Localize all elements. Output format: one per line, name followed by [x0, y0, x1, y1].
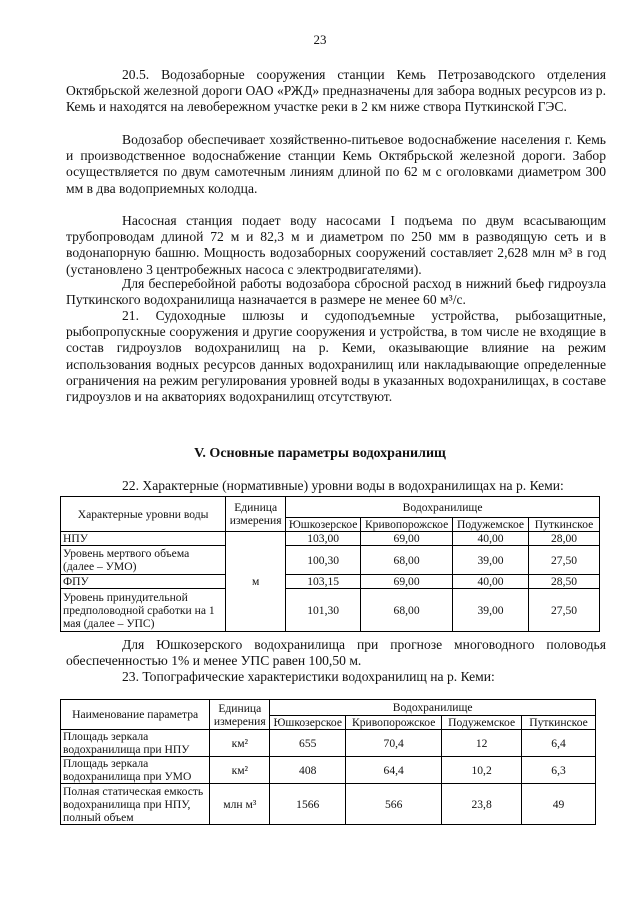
value-cell: 40,00	[453, 532, 529, 546]
paragraph-pump-station: Насосная станция подает воду насосами I подъема по двум всасывающим трубопроводам длиной 72 м и 82,3 м и диаметром по 250 мм в разводящую сеть и в водонапорную башню. Мощность водозаборных сооружений составляет 2,628 млн м³ в год (установлено 3 центробежных насоса с электродвигателями).	[66, 213, 606, 277]
unit-cell: км²	[210, 757, 270, 784]
water-levels-table	[60, 496, 600, 632]
t1-unit-cell: м	[226, 532, 286, 632]
value-cell: 27,50	[529, 589, 600, 632]
page-number: 23	[313, 32, 327, 47]
paragraph-23: 23. Топографические характеристики водохранилищ на р. Кеми:	[122, 669, 495, 684]
t2-header-reservoir: Кривопорожское	[346, 716, 442, 730]
topographic-table	[60, 699, 596, 825]
value-cell: 28,50	[529, 575, 600, 589]
t2-header-unit: Единица измерения	[210, 700, 270, 730]
value-cell: 101,30	[286, 589, 361, 632]
row-label: Полная статическая емкость водохранилища при НПУ, полный объем	[61, 784, 210, 825]
value-cell: 6,4	[522, 730, 596, 757]
value-cell: 103,15	[286, 575, 361, 589]
t2-header-group: Водохранилище	[270, 700, 596, 716]
row-label: Уровень мертвого объема (далее – УМО)	[61, 546, 226, 575]
value-cell: 566	[346, 784, 442, 825]
value-cell: 10,2	[442, 757, 522, 784]
value-cell: 70,4	[346, 730, 442, 757]
table-row	[61, 730, 596, 757]
paragraph-20-5: 20.5. Водозаборные сооружения станции Кемь Петрозаводского отделения Октябрьской железной дороги ОАО «РЖД» предназначены для забора водных ресурсов из р. Кемь и находятся на левобережном участке реки в 2 км ниже створа Путкинской ГЭС.	[66, 67, 606, 115]
value-cell: 40,00	[453, 575, 529, 589]
table-row	[61, 757, 596, 784]
value-cell: 655	[270, 730, 346, 757]
value-cell: 27,50	[529, 546, 600, 575]
row-label: ФПУ	[61, 575, 226, 589]
table-row	[61, 546, 600, 575]
table-row	[61, 589, 600, 632]
value-cell: 68,00	[361, 546, 453, 575]
paragraph-ups-note: Для Юшкозерского водохранилища при прогнозе многоводного половодья обеспеченностью 1% и менее УПС равен 100,50 м.	[66, 637, 606, 669]
t1-header-label: Характерные уровни воды	[61, 497, 226, 532]
value-cell: 68,00	[361, 589, 453, 632]
table-row	[61, 575, 600, 589]
value-cell: 28,00	[529, 532, 600, 546]
t1-header-reservoir: Подужемское	[453, 518, 529, 532]
unit-cell: км²	[210, 730, 270, 757]
row-label: Площадь зеркала водохранилища при УМО	[61, 757, 210, 784]
section-heading: V. Основные параметры водохранилищ	[194, 446, 446, 461]
value-cell: 12	[442, 730, 522, 757]
row-label: Уровень принудительной предполоводной сработки на 1 мая (далее – УПС)	[61, 589, 226, 632]
value-cell: 408	[270, 757, 346, 784]
t1-header-reservoir: Путкинское	[529, 518, 600, 532]
unit-cell: млн м³	[210, 784, 270, 825]
row-label: НПУ	[61, 532, 226, 546]
value-cell: 39,00	[453, 546, 529, 575]
paragraph-21: 21. Судоходные шлюзы и судоподъемные устройства, рыбозащитные, рыбопропускные сооружения и другие сооружения и устройства, в том числе не входящие в состав гидроузлов водохранилищ на р. Кеми, оказывающие влияние на режим использования водных ресурсов данных водохранилищ или накладывающие определенные ограничения на режим регулирования уровней воды в указанных водохранилищах, в составе гидроузлов и на акваториях водохранилищ отсутствуют.	[66, 308, 606, 405]
t2-header-reservoir: Путкинское	[522, 716, 596, 730]
value-cell: 1566	[270, 784, 346, 825]
value-cell: 103,00	[286, 532, 361, 546]
value-cell: 23,8	[442, 784, 522, 825]
value-cell: 39,00	[453, 589, 529, 632]
t1-header-unit: Единица измерения	[226, 497, 286, 532]
paragraph-water-intake: Водозабор обеспечивает хозяйственно-питьевое водоснабжение населения г. Кемь и производственное водоснабжение станции Кемь Октябрьской железной дороги. Забор осуществляется по двум самотечным линиям длиной по 62 м с оголовками диаметром 300 мм в два водоприемных колодца.	[66, 132, 606, 196]
value-cell: 69,00	[361, 532, 453, 546]
row-label: Площадь зеркала водохранилища при НПУ	[61, 730, 210, 757]
t2-header-reservoir: Юшкозерское	[270, 716, 346, 730]
t1-header-reservoir: Кривопорожское	[361, 518, 453, 532]
table-row	[61, 532, 600, 546]
table-row	[61, 784, 596, 825]
value-cell: 49	[522, 784, 596, 825]
value-cell: 69,00	[361, 575, 453, 589]
t2-header-label: Наименование параметра	[61, 700, 210, 730]
t1-header-reservoir: Юшкозерское	[286, 518, 361, 532]
value-cell: 100,30	[286, 546, 361, 575]
t2-header-reservoir: Подужемское	[442, 716, 522, 730]
value-cell: 64,4	[346, 757, 442, 784]
t1-header-group: Водохранилище	[286, 497, 600, 518]
value-cell: 6,3	[522, 757, 596, 784]
paragraph-22: 22. Характерные (нормативные) уровни воды в водохранилищах на р. Кеми:	[122, 478, 564, 493]
paragraph-discharge: Для бесперебойной работы водозабора сбросной расход в нижний бьеф гидроузла Путкинского водохранилища назначается в размере не менее 60 м³/с.	[66, 276, 606, 308]
